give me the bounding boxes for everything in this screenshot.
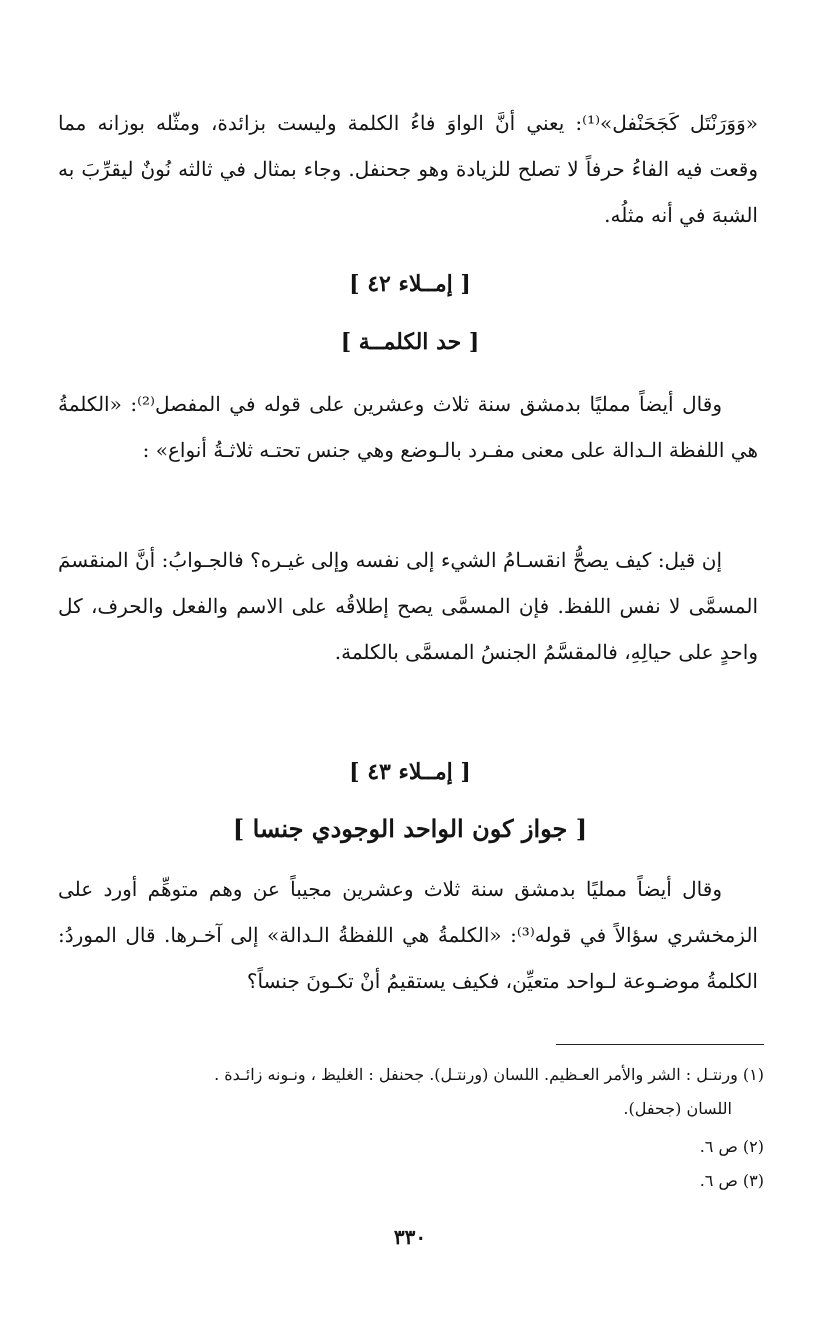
footnote-1: (١) ورنتـل : الشر والأمر العـظيم. اللسان (ورنتـل). جحنفل : الغليظ ، ونـونه زائـدة . <box>214 1065 764 1084</box>
section-heading-imla-43: [ إمــلاء ٤٣ ] <box>349 759 471 785</box>
body-paragraph-4: وقال أيضاً ممليًا بدمشق سنة ثلاث وعشرين مجيباً عن وهم متوهِّم أورد على الزمخشري سؤالاً في قوله⁽³⁾: «الكلمةُ هي اللفظةُ الـدالة» إلى آخـرها. قال الموردُ: الكلمةُ موضـوعة لـواحد متعيِّن، فكيف يستقيمُ أنْ تكـونَ جنساً؟ <box>58 877 758 993</box>
section-heading-imla-42: [ إمــلاء ٤٢ ] <box>349 271 471 297</box>
footnote-3: (٣) ص ٦. <box>699 1171 764 1190</box>
footnote-separator <box>556 1044 764 1045</box>
section-heading-hadd-alkalima: [ حد الكلمــة ] <box>340 329 480 355</box>
body-paragraph-2: وقال أيضاً ممليًا بدمشق سنة ثلاث وعشرين على قوله في المفصل⁽²⁾: «الكلمةُ هي اللفظة الـدالة على معنى مفـرد بالـوضع وهي جنس تحتـه ثلاثـةُ أنواع» : <box>58 392 758 462</box>
footnote-2: (٢) ص ٦. <box>699 1137 764 1156</box>
body-paragraph-1: «وَوَرَنْتَل كَجَحَنْفل»⁽¹⁾: يعني أنَّ الواوَ فاءُ الكلمة وليست بزائدة، ومثّله بوزانه مما وقعت فيه الفاءُ حرفاً لا تصلح للزيادة وهو جحنفل. وجاء بمثال في ثالثه نُونٌ ليقرِّبَ به الشبهَ في أنه مثلُه. <box>58 111 758 227</box>
section-heading-jawaz: [ جواز كون الواحد الوجودي جنسا ] <box>232 814 588 843</box>
footnote-1-continuation: اللسان (جحفل). <box>623 1099 732 1118</box>
body-paragraph-3: إن قيل: كيف يصحُّ انقسـامُ الشيء إلى نفسه وإلى غيـره؟ فالجـوابُ: أنَّ المنقسمَ المسمَّى لا نفس اللفظ. فإن المسمَّى يصح إطلاقُه على الاسم والفعل والحرف، كل واحدٍ على حيالِهِ، فالمقسَّمُ الجنسُ المسمَّى بالكلمة. <box>58 548 758 664</box>
page-number: ٣٣٠ <box>393 1225 427 1249</box>
